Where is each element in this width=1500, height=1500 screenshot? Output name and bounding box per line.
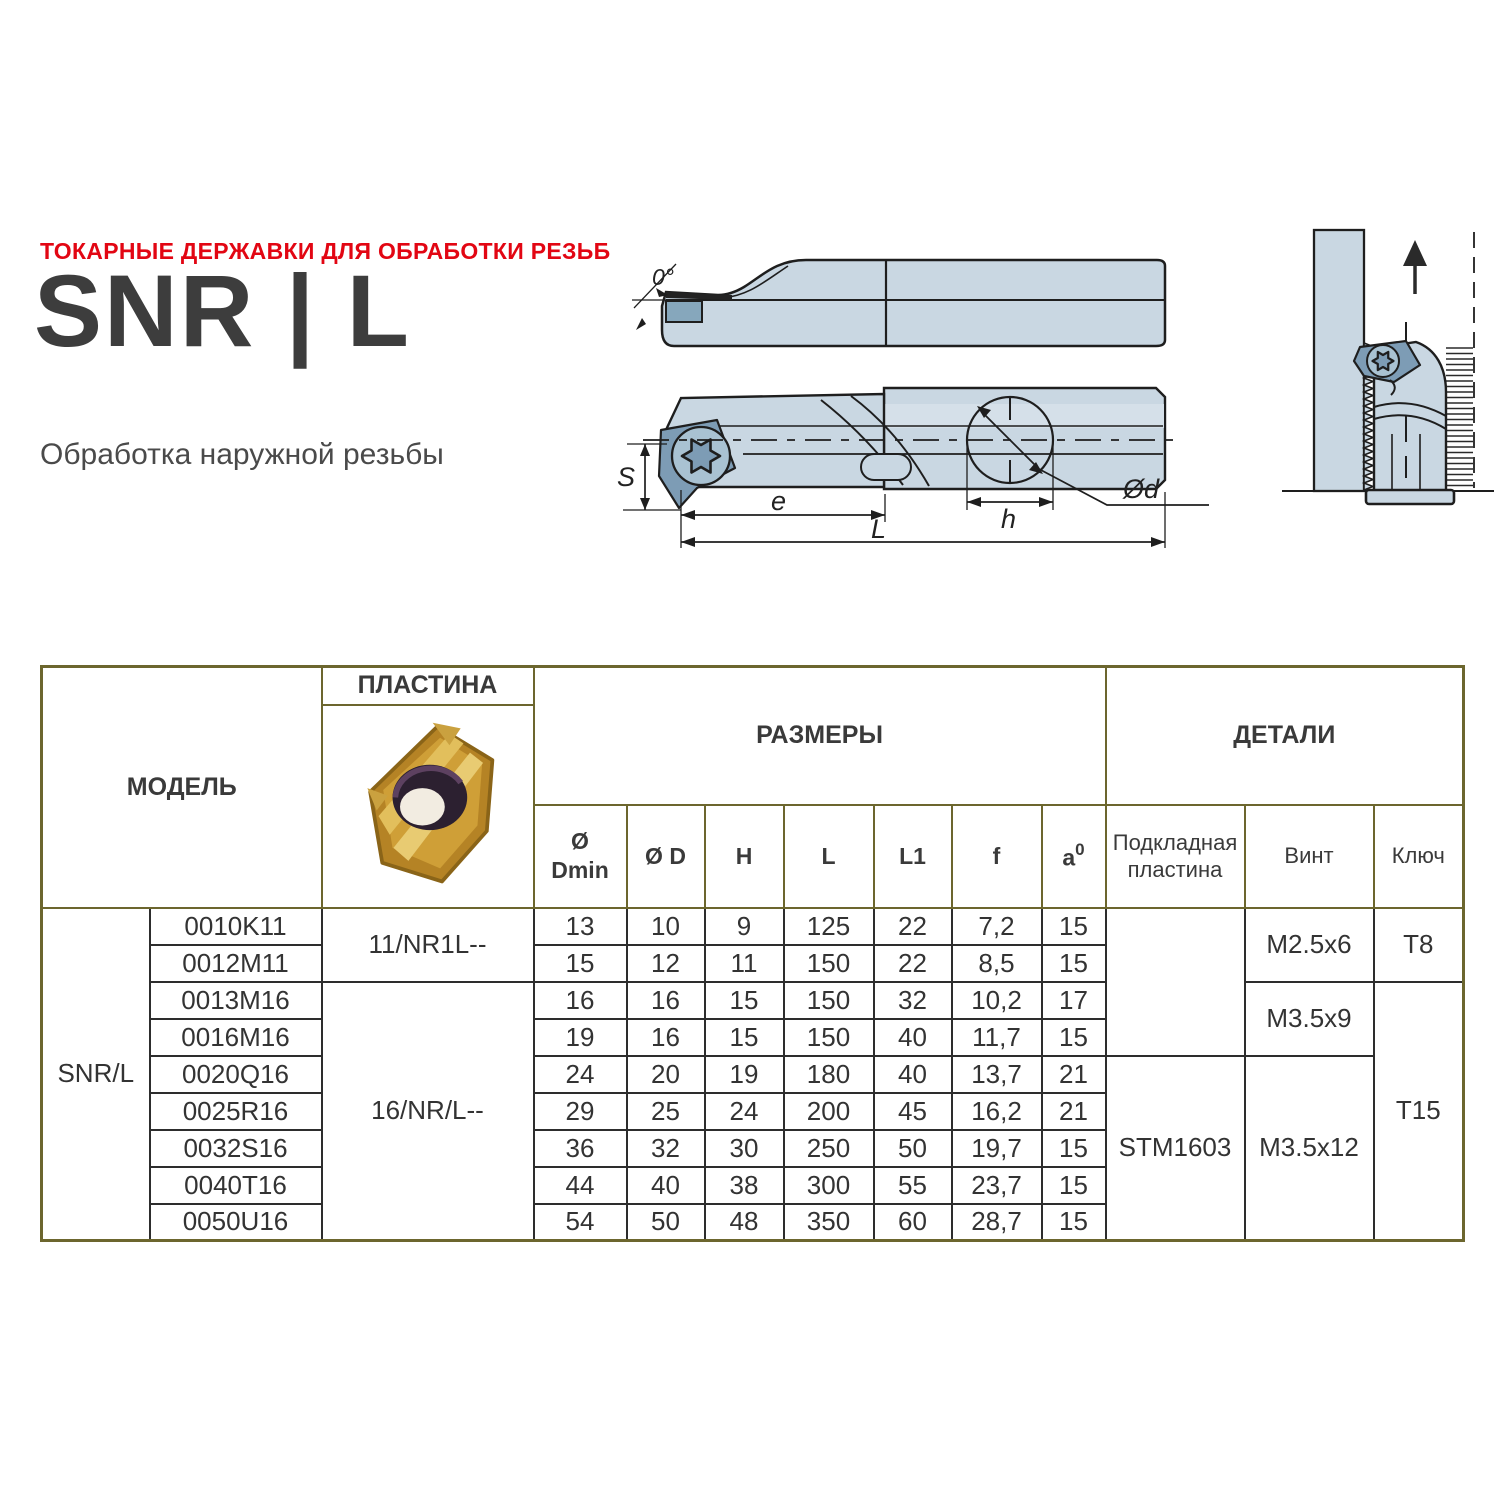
header-sizes: РАЗМЕРЫ: [534, 667, 1106, 805]
cell-f: 7,2: [952, 908, 1042, 945]
cell-shim-group1: [1106, 908, 1245, 1056]
page-subtitle: Обработка наружной резьбы: [40, 438, 444, 471]
cell-f: 10,2: [952, 982, 1042, 1019]
cell-l1: 50: [874, 1130, 952, 1167]
col-angle-sup: 0: [1075, 839, 1085, 859]
cell-l1: 40: [874, 1056, 952, 1093]
cell-model: 0040T16: [150, 1167, 322, 1204]
cell-l: 150: [784, 982, 874, 1019]
col-h: H: [705, 805, 784, 908]
h-arrowhead-right: [1039, 497, 1053, 507]
tool-side-view-drawing: [630, 238, 1175, 388]
cell-l: 250: [784, 1130, 874, 1167]
col-screw: Винт: [1245, 805, 1374, 908]
s-arrowhead-bottom: [640, 498, 650, 510]
cell-model: 0013M16: [150, 982, 322, 1019]
header-plate: ПЛАСТИНА: [322, 667, 534, 705]
page-title: SNR | L: [34, 254, 411, 368]
col-dmin: [534, 805, 627, 908]
cell-f: 13,7: [952, 1056, 1042, 1093]
cell-model: 0050U16: [150, 1204, 322, 1241]
cell-dmin: 36: [534, 1130, 627, 1167]
cell-d: 12: [627, 945, 705, 982]
application-diagram: [1278, 210, 1498, 525]
thread-hatch-lines: [1446, 348, 1473, 486]
cell-a: 15: [1042, 1167, 1106, 1204]
col-l: L: [784, 805, 874, 908]
l-arrowhead-left: [681, 537, 695, 547]
cell-screw-group1: M2.5x6: [1245, 908, 1374, 982]
cell-h: 15: [705, 982, 784, 1019]
cell-l: 200: [784, 1093, 874, 1130]
cell-screw-group2: M3.5x9: [1245, 982, 1374, 1056]
cell-model: 0025R16: [150, 1093, 322, 1130]
cell-screw-group3: M3.5x12: [1245, 1056, 1374, 1241]
cell-a: 21: [1042, 1093, 1106, 1130]
col-d: Ø D: [627, 805, 705, 908]
cell-l: 180: [784, 1056, 874, 1093]
feed-arrow-head: [1403, 240, 1427, 266]
col-shim-line2: пластина: [1127, 857, 1223, 883]
cell-h: 38: [705, 1167, 784, 1204]
cell-d: 50: [627, 1204, 705, 1241]
angle-label: 0°: [652, 264, 674, 290]
col-key: Ключ: [1374, 805, 1464, 908]
cell-a: 15: [1042, 945, 1106, 982]
cell-dmin: 16: [534, 982, 627, 1019]
cell-model: 0010K11: [150, 908, 322, 945]
cell-d: 10: [627, 908, 705, 945]
h-arrowhead-left: [967, 497, 981, 507]
dim-label-d: Ød: [1123, 474, 1160, 504]
dim-label-e: e: [771, 486, 787, 516]
cell-a: 15: [1042, 908, 1106, 945]
insert-hole-through: [400, 788, 445, 825]
cell-plate-group2: 16/NR/L--: [322, 982, 534, 1241]
cell-h: 15: [705, 1019, 784, 1056]
table-row: [42, 1056, 1464, 1093]
cell-f: 28,7: [952, 1204, 1042, 1241]
cell-model: 0012M11: [150, 945, 322, 982]
cell-l: 300: [784, 1167, 874, 1204]
cell-a: 21: [1042, 1056, 1106, 1093]
cell-f: 8,5: [952, 945, 1042, 982]
table-row: [42, 982, 1464, 1019]
cell-a: 15: [1042, 1019, 1106, 1056]
tool-body-outline: [662, 260, 1165, 346]
cell-h: 24: [705, 1093, 784, 1130]
clamp-slot: [861, 454, 911, 480]
header-row-groups: [42, 667, 1464, 705]
cell-dmin: 24: [534, 1056, 627, 1093]
cell-d: 20: [627, 1056, 705, 1093]
cell-f: 11,7: [952, 1019, 1042, 1056]
insert-photo: [333, 706, 523, 902]
s-arrowhead-top: [640, 444, 650, 456]
dim-label-h: h: [1001, 504, 1017, 534]
col-l1: L1: [874, 805, 952, 908]
cell-l: 150: [784, 1019, 874, 1056]
header-model: МОДЕЛЬ: [42, 667, 322, 908]
l-arrowhead-right: [1151, 537, 1165, 547]
e-arrowhead-left: [681, 510, 695, 520]
cell-d: 32: [627, 1130, 705, 1167]
col-f: f: [952, 805, 1042, 908]
cell-d: 16: [627, 982, 705, 1019]
tool-top-view-drawing: [615, 372, 1225, 562]
cell-f: 23,7: [952, 1167, 1042, 1204]
col-shim: [1106, 805, 1245, 908]
cell-l: 150: [784, 945, 874, 982]
cell-h: 11: [705, 945, 784, 982]
cell-f: 19,7: [952, 1130, 1042, 1167]
cell-l1: 22: [874, 945, 952, 982]
table-row: [42, 908, 1464, 945]
cell-key-group2: T15: [1374, 982, 1464, 1241]
category-eyebrow: ТОКАРНЫЕ ДЕРЖАВКИ ДЛЯ ОБРАБОТКИ РЕЗЬБ: [40, 238, 611, 264]
cell-l1: 60: [874, 1204, 952, 1241]
cell-dmin: 13: [534, 908, 627, 945]
cell-h: 19: [705, 1056, 784, 1093]
tool-base: [1366, 490, 1454, 504]
angle-arrow-bottom: [636, 318, 646, 330]
dim-label-l: L: [871, 514, 887, 544]
cell-a: 15: [1042, 1204, 1106, 1241]
cell-l1: 22: [874, 908, 952, 945]
cell-model: 0016M16: [150, 1019, 322, 1056]
cell-d: 16: [627, 1019, 705, 1056]
spec-table: [40, 665, 1465, 1242]
cell-h: 30: [705, 1130, 784, 1167]
col-angle: [1042, 805, 1106, 908]
cell-series: SNR/L: [42, 908, 150, 1241]
cell-model: 0020Q16: [150, 1056, 322, 1093]
cell-h: 48: [705, 1204, 784, 1241]
cell-key-group1: T8: [1374, 908, 1464, 982]
col-shim-line1: Подкладная: [1112, 829, 1238, 855]
cell-a: 17: [1042, 982, 1106, 1019]
cell-l1: 32: [874, 982, 952, 1019]
cell-h: 9: [705, 908, 784, 945]
cell-f: 16,2: [952, 1093, 1042, 1130]
cell-dmin: 15: [534, 945, 627, 982]
cell-dmin: 54: [534, 1204, 627, 1241]
shank-highlight-band: [885, 404, 1164, 428]
cell-model: 0032S16: [150, 1130, 322, 1167]
cell-d: 40: [627, 1167, 705, 1204]
cell-d: 25: [627, 1093, 705, 1130]
cell-l: 125: [784, 908, 874, 945]
cell-plate-group1: 11/NR1L--: [322, 908, 534, 982]
dim-label-s: S: [617, 462, 636, 492]
cell-dmin: 44: [534, 1167, 627, 1204]
plate-photo-cell: [322, 705, 534, 908]
cell-l1: 40: [874, 1019, 952, 1056]
cell-l1: 55: [874, 1167, 952, 1204]
cell-l: 350: [784, 1204, 874, 1241]
col-dmin-text: Dmin: [551, 857, 609, 884]
col-angle-base: a: [1062, 844, 1076, 871]
cell-dmin: 19: [534, 1019, 627, 1056]
cell-shim-group2: STM1603: [1106, 1056, 1245, 1241]
cell-dmin: 29: [534, 1093, 627, 1130]
cell-a: 15: [1042, 1130, 1106, 1167]
insert-pocket: [666, 301, 702, 322]
col-dmin-symbol: Ø: [571, 828, 589, 855]
cell-l1: 45: [874, 1093, 952, 1130]
header-details: ДЕТАЛИ: [1106, 667, 1464, 805]
